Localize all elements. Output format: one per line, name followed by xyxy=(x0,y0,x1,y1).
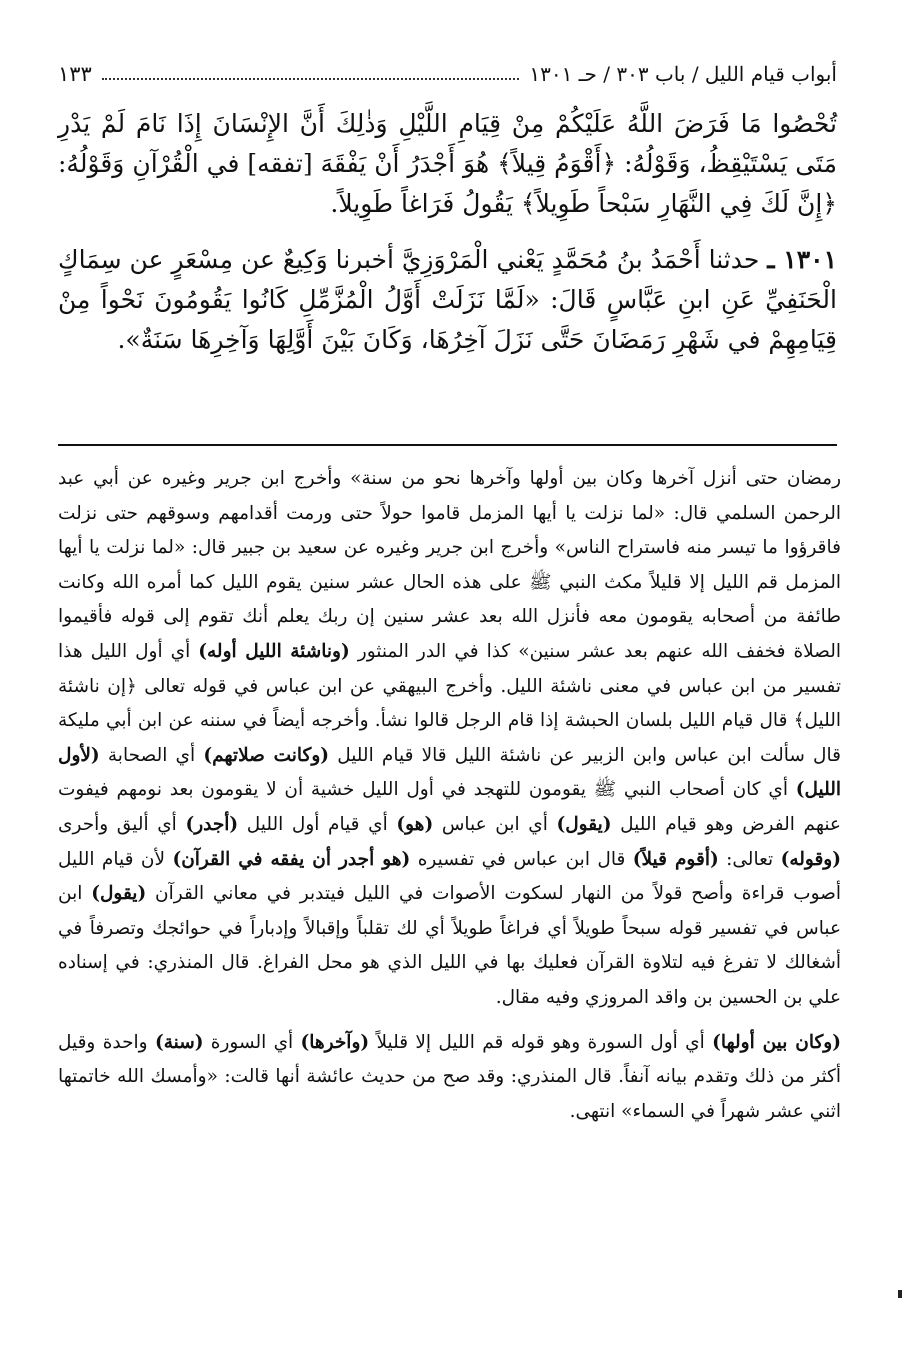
commentary-text: أي قيام أول الليل xyxy=(246,813,388,835)
header-dot-leader xyxy=(102,77,520,80)
commentary-text: لأن قيام الليل أصوب قراءة وأصح قولاً من النهار لسكوت الأصوات في الليل فيتدبر في معاني القرآن xyxy=(58,848,841,905)
page-number: ١٣٣ xyxy=(58,62,92,86)
commentary-lemma: (وقوله) xyxy=(780,848,841,870)
hadith-number: ١٣٠١ ـ xyxy=(767,245,837,274)
commentary-text: أي أليق وأحرى xyxy=(58,813,177,835)
hadith-text: حدثنا أَحْمَدُ بنُ مُحَمَّدٍ يَعْني الْمَرْوَزِيَّ أخبرنا وَكِيعٌ عن مِسْعَرٍ عن سِمَاكٍ الْحَنَفِيِّ عَنِ ابنِ عَبَّاسٍ قَالَ: «لَمَّا نَزَلَتْ أَوَّلُ الْمُزَّمِّلِ كَانُوا يَقُومُونَ نَحْواً مِنْ قِيَامِهِمْ في شَهْرِ رَمَضَانَ حَتَّى نَزَلَ آخِرُهَا، وَكَانَ بَيْنَ أَوَّلِهَا وَآخِرِهَا سَنَةٌ». xyxy=(57,245,837,354)
chapter-title: أبواب قيام الليل / باب ٣٠٣ / حـ ١٣٠١ xyxy=(529,62,837,86)
commentary-lemma: (وناشئة الليل أوله) xyxy=(198,640,350,662)
commentary-lemma: (وكانت صلاتهم) xyxy=(203,744,330,766)
commentary-text: قال ابن عباس في تفسيره xyxy=(417,848,626,870)
commentary-text: أي السورة xyxy=(210,1031,294,1053)
footnote-separator xyxy=(58,444,837,446)
main-paragraph-2 xyxy=(58,240,837,360)
commentary-lemma: (هو) xyxy=(396,813,434,835)
commentary-lemma: (أجدر) xyxy=(185,813,239,835)
commentary-text: رمضان حتى أنزل آخرها وكان بين أولها وآخرها نحو من سنة» وأخرج ابن جرير وغيره عن أبي عبد الرحمن السلمي قال: «لما نزلت يا أيها المزمل قاموا حولاً حتى ورمت أقدامهم وسوقهم حتى نزلت فاقرؤوا ما تيسر منه فاستراح الناس» وأخرج ابن جرير وغيره عن سعيد بن جبير قال: «لما نزلت يا أيها المزمل قم الليل إلا قليلاً مكث النبي ﷺ على هذه الحال عشر سنين يقوم الليل كما أمره الله وكانت طائفة من أصحابه يقومون معه فأنزل الله بعد عشر سنين إن ربك يعلم أنك تقوم إلى قوله فأقيموا الصلاة فخفف الله عنهم بعد عشر سنين» كذا في الدر المنثور xyxy=(58,468,841,662)
running-header xyxy=(58,52,837,86)
scan-mark xyxy=(898,1290,902,1298)
commentary-text: أي الصحابة xyxy=(107,744,196,766)
commentary-lemma: (أقوم قيلاً) xyxy=(632,848,719,870)
commentary-text: تعالى: xyxy=(726,848,774,870)
main-paragraph-1: تُحْصُوا مَا فَرَضَ اللَّهُ عَلَيْكُمْ مِنْ قِيَامِ اللَّيْلِ وَذٰلِكَ أَنَّ الإِنْسَانَ إِذَا نَامَ لَمْ يَدْرِ مَتَى يَسْتَيْقِظُ، وَقَوْلُهُ: ﴿أَقْوَمُ قِيلاً﴾ هُوَ أَجْدَرُ أَنْ يَفْقَهَ [تفقه] في الْقُرْآنِ وَقَوْلُهُ: ﴿إِنَّ لَكَ فِي النَّهَارِ سَبْحاً طَوِيلاً﴾ يَقُولُ فَرَاغاً طَوِيلاً. xyxy=(58,109,837,218)
commentary-lemma: (سنة) xyxy=(154,1031,204,1053)
main-text xyxy=(58,104,837,376)
commentary-paragraph-2 xyxy=(58,1026,841,1130)
commentary xyxy=(58,462,841,1139)
commentary-lemma: (وآخرها) xyxy=(300,1031,370,1053)
commentary-text: أي ابن عباس xyxy=(441,813,548,835)
commentary-paragraph-1 xyxy=(58,462,841,1016)
commentary-text: أي كان أصحاب النبي ﷺ يقومون للتهجد في أول الليل خشية أن لا يقومون بعد نومهم فيفوت عنهم الفرض وهو قيام الليل xyxy=(58,779,841,835)
commentary-lemma: (يقول) xyxy=(556,813,612,835)
commentary-lemma: (وكان بين أولها) xyxy=(712,1031,841,1053)
commentary-lemma: (لأول الليل) xyxy=(58,744,841,801)
commentary-text: واحدة وقيل أكثر من ذلك وتقدم بيانه آنفاً. قال المنذري: وقد صح من حديث عائشة أنها قالت: «وأمسك الله خاتمتها اثني عشر شهراً في السماء» انتهى. xyxy=(58,1031,841,1122)
commentary-text: ابن عباس في تفسير قوله سبحاً طويلاً أي فراغاً طويلاً أي لك تقلباً وإقبالاً وإدباراً في حوائجك وتصرفاً في أشغالك لا تفرغ فيه لتلاوة القرآن فعليك بها في الليل الذي هو محل الفراغ. قال المنذري: في إسناده علي بن الحسين بن واقد المروزي وفيه مقال. xyxy=(58,883,841,1008)
commentary-text: أي أول السورة وهو قوله قم الليل إلا قليلاً xyxy=(376,1031,705,1053)
commentary-lemma: (هو أجدر أن يفقه في القرآن) xyxy=(172,848,411,870)
commentary-lemma: (يقول) xyxy=(91,883,147,905)
commentary-text: أي أول الليل هذا تفسير من ابن عباس في معنى ناشئة الليل. وأخرج البيهقي عن ابن عباس في قوله تعالى ﴿إن ناشئة الليل﴾ قال قيام الليل بلسان الحبشة إذا قام الرجل قالوا نشأ. وأخرجه أيضاً في سننه عن ابن أبي مليكة قال سألت ابن عباس وابن الزبير عن ناشئة الليل قالا قيام الليل xyxy=(58,640,841,766)
